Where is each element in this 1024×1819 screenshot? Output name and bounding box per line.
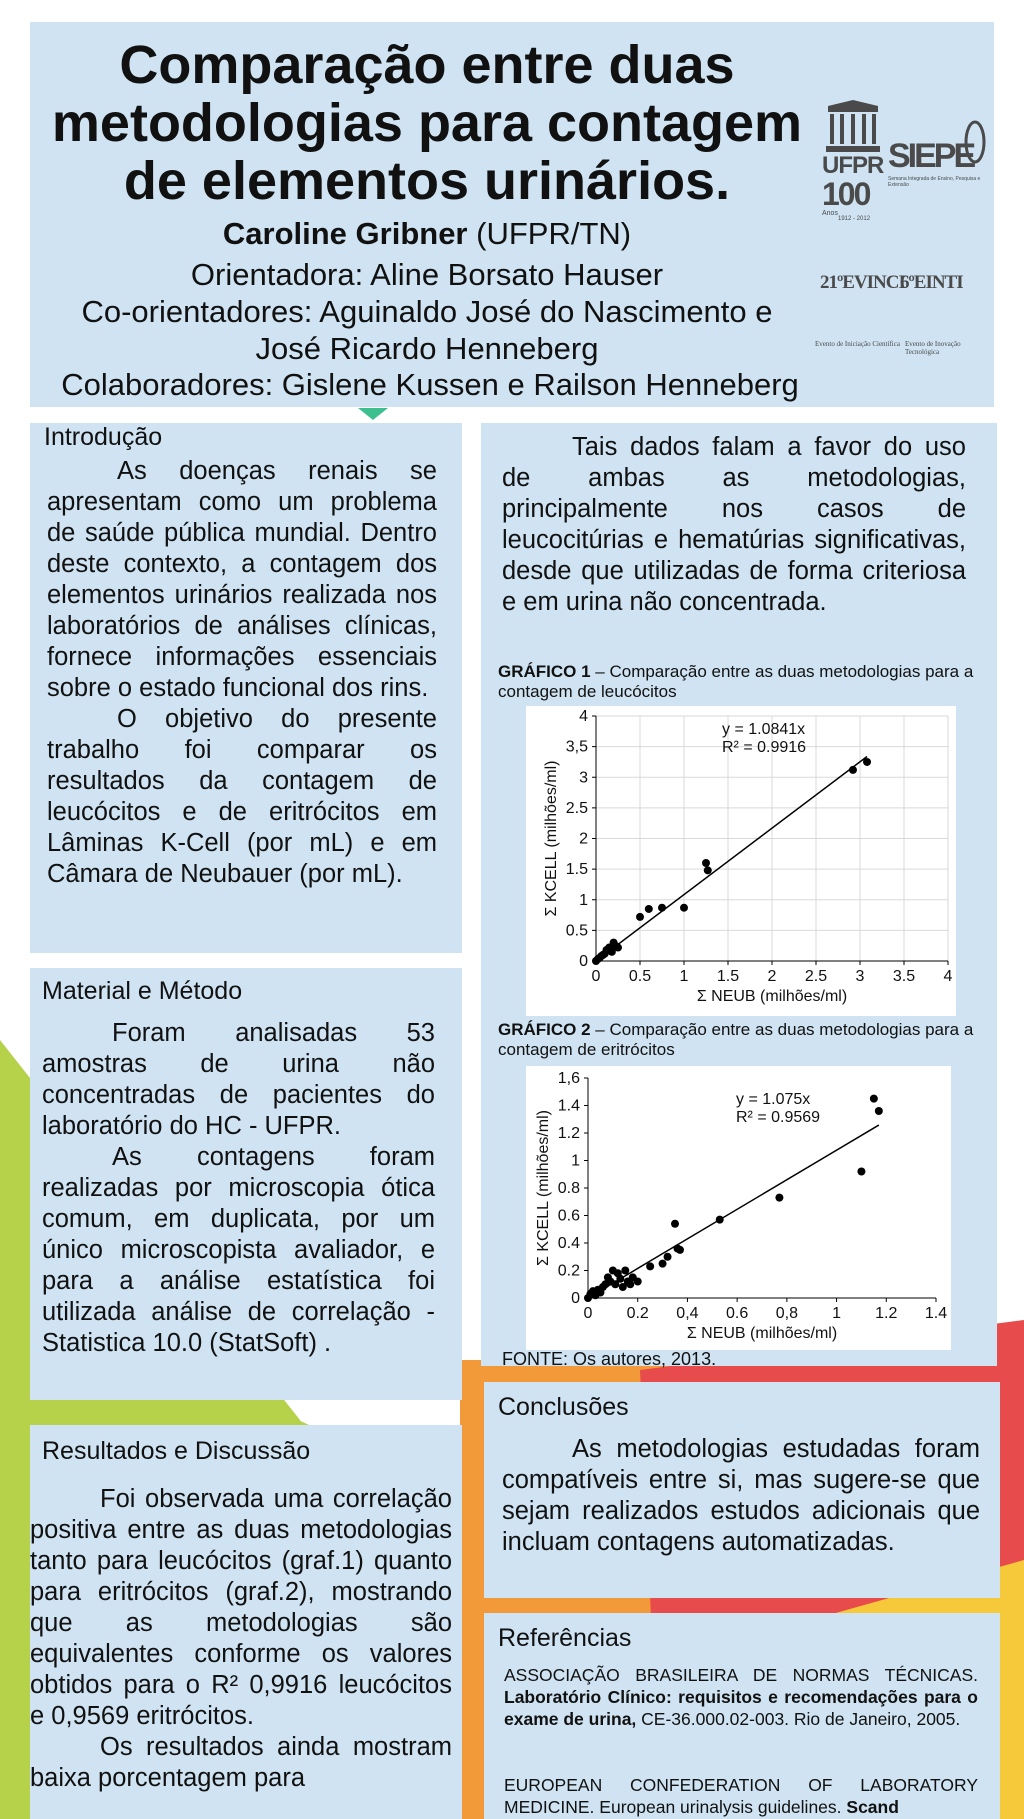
chart-2-x-tick-label-2: 0,4 — [676, 1305, 699, 1322]
chart-2-y-tick-label-7: 1.4 — [557, 1097, 580, 1115]
chart-1-point-19 — [863, 758, 871, 766]
einti-wordmark: 6ºEINTI — [900, 272, 963, 293]
einti-logo — [900, 260, 990, 330]
ufpr-years: 1912 - 2012 — [838, 216, 871, 222]
conclusoes-paragraph: As metodologias estudadas foram compatíveis entre si, mas sugere-se que sejam realizados estudos adicionais que incluam contagens automatizadas. — [502, 1435, 980, 1556]
chart-2-x-tick-label-5: 1 — [832, 1305, 842, 1322]
chart-2-x-tick-label-1: 0.2 — [626, 1305, 649, 1322]
introducao-paragraph-1: As doenças renais se apresentam como um problema de saúde pública mundial. Dentro deste contexto, a contagem dos elementos urinários realizada nos laboratórios de análises clínicas, fornece informações essenciais sobre o estado funcional dos rins. — [47, 457, 437, 702]
chart-2-r-squared: R² = 0.9569 — [736, 1109, 821, 1126]
title-line-3: de elementos urinários. — [123, 151, 731, 211]
chart-1-point-15 — [680, 904, 688, 912]
chart-2-point-30 — [875, 1107, 883, 1115]
chart-2-y-tick-label-6: 1.2 — [557, 1125, 580, 1142]
siepe-swirl-icon — [964, 120, 986, 164]
chart-2-caption — [498, 1020, 1008, 1060]
chart-1-x-axis-label: Σ NEUB (milhões/ml) — [696, 988, 848, 1005]
metodo-paragraph-1: Foram analisadas 53 amostras de urina não concentradas de pacientes do laboratório do HC - UFPR. — [42, 1019, 435, 1140]
introducao-paragraph-2: O objetivo do presente trabalho foi comparar os resultados da contagem de leucócitos e de eritrócitos em Lâminas K-Cell (por mL) e em Câmara de Neubauer (por mL). — [47, 705, 437, 888]
chart-2-x-tick-label-7: 1.4 — [924, 1305, 948, 1322]
chart-2-x-tick-label-4: 0,8 — [775, 1305, 798, 1322]
einti-caption: Evento de Inovação Tecnológica — [905, 340, 961, 356]
chart-1-x-tick-label-7: 3.5 — [892, 968, 916, 985]
chart-2-trendline — [588, 1125, 879, 1298]
siepe-wordmark: SIEPE — [888, 137, 974, 175]
metodo-paragraph-2: As contagens foram realizadas por microscopia ótica comum, em duplicata, por um único microscopista avaliador, e para a análise estatística foi utilizada análise de correlação - Statistica 10.0 (StatSoft) . — [42, 1143, 435, 1357]
chart-1-leucocitos — [526, 706, 956, 1016]
chart-1-equation: y = 1.0841x — [722, 721, 806, 738]
chart-2-point-29 — [870, 1095, 878, 1103]
chart-1-y-tick-label-2: 1 — [579, 891, 588, 909]
chart-2-eritrocitos — [526, 1066, 951, 1350]
chart-2-y-tick-label-3: 0.6 — [557, 1207, 580, 1225]
chart-2-point-27 — [775, 1194, 783, 1202]
coadvisors-line-2: José Ricardo Henneberg — [255, 331, 599, 366]
chart-2-x-tick-label-3: 0.6 — [726, 1305, 749, 1322]
introducao-body — [47, 456, 437, 890]
chart-2-x-tick-label-0: 0 — [583, 1305, 593, 1322]
chart-1-caption-label: GRÁFICO 1 — [498, 662, 591, 681]
chart-1-y-tick-label-3: 1.5 — [565, 861, 588, 879]
coadvisors-line-1: Co-orientadores: Aguinaldo José do Nascimento e — [81, 294, 773, 329]
chart-2-caption-text: – Comparação entre as duas metodologias para a contagem de eritrócitos — [498, 1020, 974, 1059]
right-column-paragraph: Tais dados falam a favor do uso de ambas as metodologias, principalmente nos casos de leucocitúrias e hematúrias significativas, desde que utilizadas de forma criteriosa e em urina não concentrada. — [502, 433, 966, 616]
chart-2-y-tick-label-2: 0.4 — [557, 1235, 580, 1252]
conclusoes-heading: Conclusões — [498, 1393, 629, 1421]
chart-2-y-axis-label: Σ KCELL (milhões/ml) — [535, 1110, 552, 1266]
chart-1-y-tick-label-7: 3,5 — [565, 738, 588, 756]
chart-2-point-26 — [716, 1216, 724, 1224]
ufpr-wordmark: UFPR — [822, 152, 884, 179]
chart-1-point-16 — [702, 859, 710, 867]
chart-2-container — [526, 1066, 951, 1350]
author-line — [32, 216, 822, 252]
chart-2-y-tick-label-0: 0 — [571, 1290, 580, 1307]
chart-2-y-tick-label-8: 1,6 — [557, 1070, 580, 1087]
evinci-caption: Evento de Iniciação Científica — [815, 340, 900, 348]
collaborators-line: Colaboradores: Gislene Kussen e Railson Henneberg — [61, 367, 799, 402]
title-line-1: Comparação entre duas — [119, 35, 735, 95]
referencias-heading: Referências — [498, 1624, 632, 1652]
chart-1-point-17 — [704, 866, 712, 874]
conclusoes-body — [502, 1434, 980, 1558]
reference-1 — [504, 1664, 978, 1730]
chart-1-r-squared: R² = 0.9916 — [722, 739, 807, 756]
chart-1-caption-text: – Comparação entre as duas metodologias para a contagem de leucócitos — [498, 662, 974, 701]
chart-2-point-25 — [676, 1246, 684, 1254]
ufpr-building-icon — [824, 100, 882, 154]
chart-2-point-20 — [646, 1262, 654, 1270]
chart-2-equation: y = 1.075x — [736, 1091, 811, 1108]
chart-2-point-22 — [664, 1253, 672, 1261]
ufpr-logo — [822, 100, 888, 230]
chart-2-point-28 — [857, 1168, 865, 1176]
introducao-heading: Introdução — [44, 423, 163, 451]
chart-1-point-13 — [645, 905, 653, 913]
teal-decoration — [358, 408, 388, 420]
evinci-logo — [820, 260, 905, 330]
chart-2-point-21 — [659, 1260, 667, 1268]
chart-1-point-14 — [658, 904, 666, 912]
chart-1-y-tick-label-5: 2.5 — [565, 799, 588, 817]
chart-2-point-15 — [621, 1267, 629, 1275]
evinci-wordmark: 21ºEVINCI — [820, 272, 905, 293]
reference-1-details: CE-36.000.02-003. Rio de Janeiro, 2005. — [636, 1709, 961, 1729]
metodo-heading: Material e Método — [42, 977, 243, 1005]
chart-1-x-tick-label-1: 0.5 — [628, 968, 652, 985]
chart-1-caption — [498, 662, 1008, 702]
chart-1-x-tick-label-6: 3 — [855, 968, 865, 985]
reference-2-text: EUROPEAN CONFEDERATION OF LABORATORY MEDICINE. European urinalysis guidelines. — [504, 1775, 978, 1817]
chart-1-y-tick-label-6: 3 — [579, 769, 588, 787]
advisor-line: Orientadora: Aline Borsato Hauser — [190, 257, 664, 292]
resultados-paragraph-2: Os resultados ainda mostram baixa porcentagem para — [30, 1733, 452, 1792]
chart-2-point-19 — [634, 1278, 642, 1286]
chart-1-x-tick-label-4: 2 — [767, 968, 777, 985]
siepe-logo — [888, 120, 988, 210]
chart-2-x-tick-label-6: 1.2 — [875, 1305, 898, 1322]
chart-2-x-axis-label: Σ NEUB (milhões/ml) — [686, 1325, 838, 1342]
chart-1-y-axis-label: Σ KCELL (milhões/ml) — [543, 760, 560, 917]
chart-2-caption-label: GRÁFICO 2 — [498, 1020, 591, 1039]
chart-1-x-tick-label-0: 0 — [591, 968, 601, 985]
resultados-body — [30, 1484, 452, 1794]
chart-1-x-tick-label-5: 2.5 — [804, 968, 828, 985]
chart-2-y-tick-label-4: 0.8 — [557, 1180, 580, 1197]
chart-2-point-17 — [626, 1280, 634, 1288]
chart-1-x-tick-label-2: 1 — [679, 968, 689, 985]
chart-1-y-tick-label-4: 2 — [579, 830, 588, 848]
chart-1-point-12 — [636, 913, 644, 921]
reference-2 — [504, 1774, 978, 1818]
chart-1-y-tick-label-0: 0 — [579, 953, 588, 970]
reference-1-authors: ASSOCIAÇÃO BRASILEIRA DE NORMAS TÉCNICAS. — [504, 1665, 978, 1685]
resultados-heading: Resultados e Discussão — [42, 1437, 311, 1465]
poster-title — [32, 36, 822, 210]
metodo-body — [42, 1018, 435, 1359]
chart-2-point-13 — [616, 1275, 624, 1283]
resultados-paragraph-1: Foi observada uma correlação positiva entre as duas metodologias tanto para leucócitos (graf.1) quanto para eritrócitos (graf.2), mostrando que as metodologias são equivalentes conforme os valores obtidos para o R² 0,9916 leucócitos e 0,9569 eritrócitos. — [30, 1485, 452, 1730]
chart-1-x-tick-label-3: 1.5 — [716, 968, 740, 985]
chart-2-y-tick-label-1: 0.2 — [557, 1262, 580, 1280]
reference-2-journal: Scand — [846, 1797, 899, 1817]
author-affiliation: (UFPR/TN) — [476, 216, 632, 251]
reference-1-title: Laboratório Clínico: requisitos e recomendações para o exame de urina, — [504, 1687, 978, 1729]
chart-1-y-tick-label-1: 0.5 — [565, 922, 588, 940]
figure-source: FONTE: Os autores, 2013. — [502, 1349, 717, 1369]
chart-1-y-tick-label-8: 4 — [579, 708, 588, 725]
chart-1-point-11 — [614, 944, 622, 952]
chart-1-point-18 — [849, 766, 857, 774]
chart-2-y-tick-label-5: 1 — [571, 1152, 580, 1170]
chart-1-container — [526, 706, 956, 1016]
author-name: Caroline Gribner — [222, 216, 468, 251]
title-line-2: metodologias para contagem — [51, 93, 803, 153]
right-column-text — [502, 432, 966, 618]
siepe-subtitle: Semana Integrada de Ensino, Pesquisa e Extensão — [888, 176, 981, 188]
chart-1-x-tick-label-8: 4 — [943, 968, 953, 985]
ufpr-100: 100 — [822, 176, 870, 212]
chart-2-point-23 — [671, 1220, 679, 1228]
ufpr-anos: Anos — [822, 210, 838, 217]
